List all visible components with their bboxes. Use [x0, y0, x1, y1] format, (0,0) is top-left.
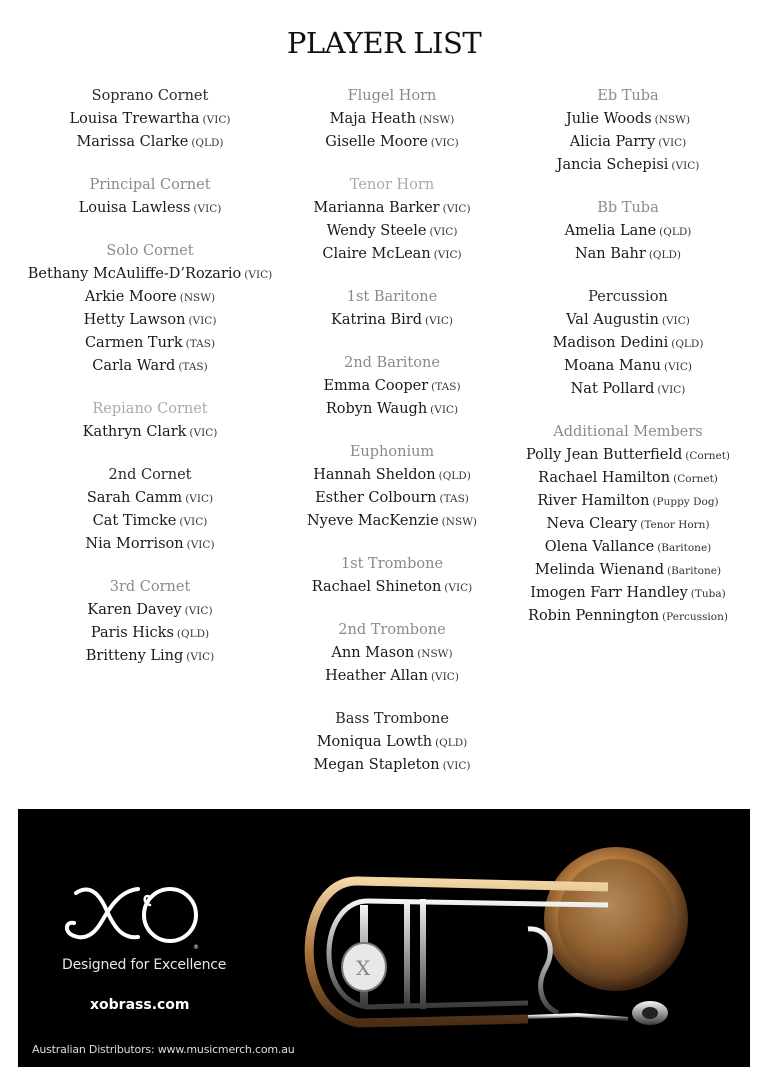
player-tag: (VIC)	[442, 760, 471, 772]
player-name: Paris Hicks	[90, 625, 174, 641]
section-title: Flugel Horn	[347, 88, 437, 104]
player-name: Hannah Sheldon	[313, 467, 436, 483]
section-title: 2nd Trombone	[338, 622, 446, 638]
player-entry	[22, 645, 278, 668]
player-tag: (VIC)	[442, 203, 471, 215]
player-name: Hetty Lawson	[83, 312, 186, 328]
player-name: Imogen Farr Handley	[530, 585, 688, 601]
section-title: 2nd Cornet	[108, 467, 192, 483]
player-name: Nia Morrison	[85, 536, 184, 552]
player-entry	[500, 309, 756, 332]
section	[264, 86, 520, 154]
player-tag: (NSW)	[654, 114, 691, 126]
player-tag: (VIC)	[661, 315, 690, 327]
section	[22, 86, 278, 154]
player-list	[500, 309, 756, 401]
player-name: Karen Davey	[87, 602, 182, 618]
player-tag: (VIC)	[179, 516, 208, 528]
player-tag: (VIC)	[444, 582, 473, 594]
svg-text:®: ®	[193, 944, 199, 951]
player-entry	[500, 220, 756, 243]
section-title: 1st Baritone	[346, 289, 438, 305]
player-entry	[500, 444, 756, 467]
player-name: Arkie Moore	[84, 289, 177, 305]
player-entry	[500, 559, 756, 582]
player-tag: (Tenor Horn)	[640, 519, 710, 531]
player-entry	[22, 197, 278, 220]
player-tag: (NSW)	[417, 648, 453, 660]
player-list	[22, 108, 278, 154]
player-list	[264, 108, 520, 154]
section-title: Tenor Horn	[349, 177, 435, 193]
player-name: Marianna Barker	[313, 200, 440, 216]
player-entry	[22, 131, 278, 154]
player-entry	[22, 510, 278, 533]
column-3	[500, 86, 756, 649]
player-tag: (VIC)	[244, 269, 273, 281]
player-entry	[500, 605, 756, 628]
player-name: Ann Mason	[331, 645, 415, 661]
player-name: Amelia Lane	[564, 223, 657, 239]
player-name: Robyn Waugh	[325, 401, 428, 417]
player-name: Moana Manu	[564, 358, 661, 374]
player-tag: (VIC)	[429, 226, 458, 238]
player-list	[22, 599, 278, 668]
section	[22, 399, 278, 444]
player-tag: (Cornet)	[673, 473, 718, 485]
player-entry	[264, 576, 520, 599]
player-name: Melinda Wienand	[534, 562, 664, 578]
column-1	[22, 86, 278, 689]
player-name: Kathryn Clark	[82, 424, 187, 440]
player-entry	[264, 375, 520, 398]
player-name: Cat Timcke	[92, 513, 177, 529]
section	[22, 577, 278, 668]
player-entry	[22, 332, 278, 355]
player-entry	[22, 309, 278, 332]
player-entry	[264, 108, 520, 131]
player-entry	[22, 355, 278, 378]
player-entry	[500, 378, 756, 401]
section	[22, 465, 278, 556]
player-entry	[500, 536, 756, 559]
player-name: Jancia Schepisi	[556, 157, 669, 173]
trombone-image	[278, 809, 750, 1067]
player-name: Julie Woods	[565, 111, 652, 127]
player-name: Bethany McAuliffe-D’Rozario	[27, 266, 242, 282]
player-tag: (VIC)	[186, 651, 215, 663]
player-entry	[500, 355, 756, 378]
player-entry	[264, 510, 520, 533]
section	[264, 709, 520, 777]
player-entry	[500, 243, 756, 266]
player-entry	[500, 490, 756, 513]
section-title: Bass Trombone	[335, 711, 449, 727]
player-name: Giselle Moore	[325, 134, 428, 150]
section	[264, 353, 520, 421]
player-tag: (VIC)	[186, 539, 215, 551]
player-entry	[22, 108, 278, 131]
player-tag: (QLD)	[659, 226, 692, 238]
player-entry	[264, 220, 520, 243]
section-title: Percussion	[588, 289, 668, 305]
player-list	[500, 220, 756, 266]
player-name: Polly Jean Butterfield	[525, 447, 683, 463]
player-tag: (VIC)	[658, 137, 687, 149]
player-name: Nat Pollard	[570, 381, 655, 397]
section	[264, 442, 520, 533]
player-tag: (Tuba)	[690, 588, 726, 600]
player-entry	[264, 642, 520, 665]
player-list	[264, 731, 520, 777]
player-entry	[264, 309, 520, 332]
player-tag: (VIC)	[657, 384, 686, 396]
player-list	[22, 487, 278, 556]
section	[500, 198, 756, 266]
player-tag: (VIC)	[433, 249, 462, 261]
page-title: PLAYER LIST	[286, 26, 482, 60]
player-tag: (Cornet)	[685, 450, 731, 462]
player-entry	[264, 398, 520, 421]
player-name: Esther Colbourn	[315, 490, 437, 506]
section	[22, 241, 278, 378]
player-tag: (VIC)	[664, 361, 692, 373]
player-name: Maja Heath	[329, 111, 416, 127]
section-title: 1st Trombone	[340, 556, 444, 572]
player-name: Madison Dedini	[552, 335, 669, 351]
player-name: Rachael Shineton	[311, 579, 442, 595]
player-name: River Hamilton	[537, 493, 650, 509]
player-entry	[22, 421, 278, 444]
player-tag: (Baritone)	[666, 565, 722, 577]
player-entry	[22, 487, 278, 510]
section	[500, 287, 756, 401]
player-list	[22, 263, 278, 378]
player-tag: (QLD)	[648, 249, 682, 261]
section-title: 2nd Baritone	[344, 355, 440, 371]
player-entry	[500, 467, 756, 490]
section	[500, 422, 756, 628]
section-title: 3rd Cornet	[109, 579, 191, 595]
section-title: Principal Cornet	[89, 177, 211, 193]
section	[264, 287, 520, 332]
section	[264, 175, 520, 266]
player-tag: (VIC)	[430, 137, 459, 149]
player-tag: (VIC)	[425, 315, 453, 327]
player-list	[500, 108, 756, 177]
player-tag: (QLD)	[438, 470, 471, 482]
player-name: Megan Stapleton	[313, 757, 440, 773]
player-entry	[22, 263, 278, 286]
player-tag: (VIC)	[188, 315, 217, 327]
player-name: Neva Cleary	[546, 516, 638, 532]
player-tag: (VIC)	[193, 203, 222, 215]
player-name: Alicia Parry	[569, 134, 656, 150]
player-list	[264, 464, 520, 533]
player-name: Nyeve MacKenzie	[306, 513, 439, 529]
player-entry	[264, 665, 520, 688]
player-name: Katrina Bird	[331, 312, 422, 328]
player-entry	[500, 108, 756, 131]
player-entry	[264, 243, 520, 266]
player-tag: (QLD)	[671, 338, 704, 350]
player-list	[264, 309, 520, 332]
player-name: Carla Ward	[92, 358, 176, 374]
banner-website-link[interactable]: xobrass.com	[90, 997, 190, 1013]
player-entry	[500, 513, 756, 536]
player-tag: (VIC)	[189, 427, 218, 439]
player-tag: (NSW)	[418, 114, 455, 126]
player-entry	[500, 131, 756, 154]
player-entry	[264, 131, 520, 154]
player-entry	[264, 197, 520, 220]
player-entry	[264, 754, 520, 777]
player-tag: (QLD)	[176, 628, 210, 640]
player-tag: (Puppy Dog)	[652, 496, 719, 508]
player-list	[22, 421, 278, 444]
player-tag: (VIC)	[184, 605, 213, 617]
player-tag: (QLD)	[435, 737, 468, 749]
player-entry	[264, 487, 520, 510]
player-tag: (VIC)	[430, 404, 459, 416]
player-name: Nan Bahr	[574, 246, 646, 262]
player-tag: (TAS)	[185, 338, 216, 350]
player-name: Moniqua Lowth	[316, 734, 433, 750]
player-name: Wendy Steele	[326, 223, 427, 239]
section-title: Additional Members	[553, 424, 703, 440]
player-list	[264, 375, 520, 421]
player-name: Britteny Ling	[85, 648, 184, 664]
player-list	[500, 444, 756, 628]
player-name: Claire McLean	[322, 246, 431, 262]
section	[500, 86, 756, 177]
player-tag: (VIC)	[430, 671, 459, 683]
player-tag: (Baritone)	[657, 542, 712, 554]
section-title: Bb Tuba	[597, 200, 659, 216]
player-list	[264, 197, 520, 266]
player-entry	[500, 332, 756, 355]
player-name: Heather Allan	[325, 668, 428, 684]
player-entry	[22, 599, 278, 622]
section-title: Repiano Cornet	[92, 401, 208, 417]
section-title: Solo Cornet	[106, 243, 194, 259]
xo-logo	[58, 875, 208, 955]
player-name: Carmen Turk	[84, 335, 183, 351]
section-title: Euphonium	[349, 444, 435, 460]
player-entry	[500, 582, 756, 605]
player-entry	[264, 731, 520, 754]
banner-tagline: Designed for Excellence	[62, 957, 227, 973]
section	[264, 620, 520, 688]
svg-text:X: X	[356, 956, 371, 980]
player-entry	[22, 286, 278, 309]
player-tag: (VIC)	[202, 114, 231, 126]
player-name: Rachael Hamilton	[538, 470, 671, 486]
player-list	[264, 642, 520, 688]
section	[22, 175, 278, 220]
player-entry	[264, 464, 520, 487]
player-tag: (QLD)	[191, 137, 224, 149]
player-tag: (NSW)	[441, 516, 478, 528]
banner-distributors: Australian Distributors: www.musicmerch.com.au	[32, 1043, 295, 1056]
player-entry	[22, 533, 278, 556]
section	[264, 554, 520, 599]
player-list	[22, 197, 278, 220]
section-title: Eb Tuba	[597, 88, 659, 104]
player-tag: (TAS)	[431, 381, 461, 393]
player-entry	[500, 154, 756, 177]
player-tag: (NSW)	[179, 292, 216, 304]
player-name: Val Augustin	[566, 312, 659, 328]
player-name: Marissa Clarke	[76, 134, 189, 150]
column-2	[264, 86, 520, 798]
player-name: Sarah Camm	[86, 490, 183, 506]
player-name: Robin Pennington	[528, 608, 660, 624]
player-tag: (VIC)	[671, 160, 700, 172]
sponsor-banner	[18, 809, 750, 1067]
player-name: Louisa Lawless	[78, 200, 191, 216]
section-title: Soprano Cornet	[91, 88, 209, 104]
player-tag: (TAS)	[178, 361, 208, 373]
player-tag: (VIC)	[185, 493, 214, 505]
player-name: Emma Cooper	[323, 378, 429, 394]
player-name: Olena Vallance	[544, 539, 655, 555]
player-list	[264, 576, 520, 599]
player-tag: (TAS)	[439, 493, 469, 505]
player-name: Louisa Trewartha	[69, 111, 200, 127]
player-entry	[22, 622, 278, 645]
player-tag: (Percussion)	[662, 611, 728, 623]
